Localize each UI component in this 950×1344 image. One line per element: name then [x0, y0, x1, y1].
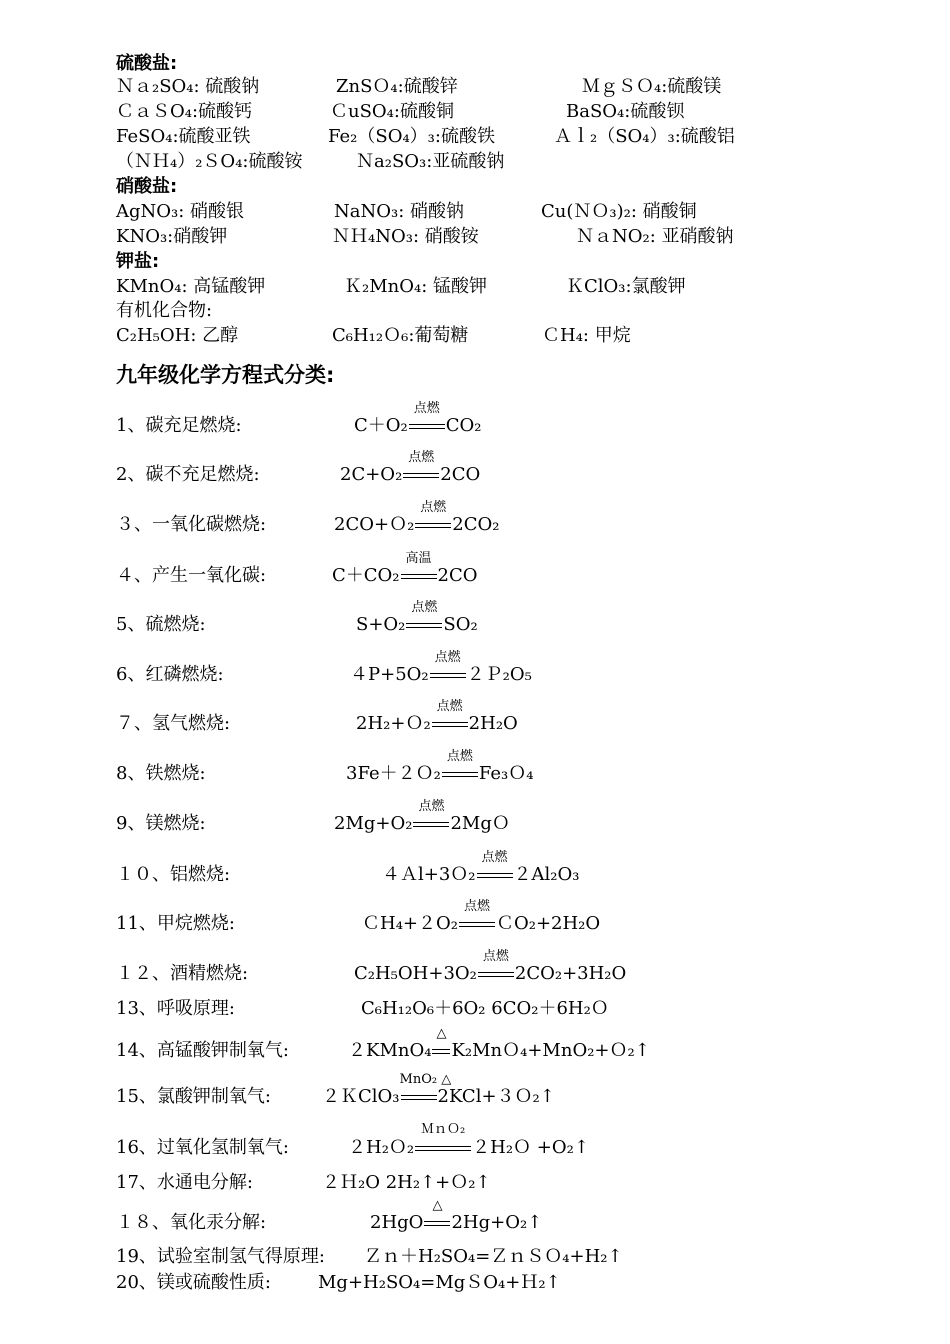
equation-products: ２H₂Ｏ +O₂↑ [472, 1137, 589, 1158]
double-line-arrow [415, 1146, 471, 1151]
equation [354, 949, 627, 985]
equation [322, 1072, 555, 1108]
condition-text: 点燃 [463, 899, 490, 914]
section-title-potassium: 钾盐: [116, 251, 160, 272]
salt-item: ＮＨ₄NO₃: 硝酸铵 [332, 226, 479, 247]
equation-reactants: ２Ｈ₂O [322, 1172, 380, 1193]
equation-products: 2Hg+O₂↑ [451, 1212, 543, 1233]
equation-label: ３、一氧化碳燃烧: [116, 514, 267, 535]
condition-text: 点燃 [418, 799, 445, 814]
reaction-condition [477, 949, 515, 985]
reaction-condition [400, 551, 438, 587]
reaction-condition [408, 401, 446, 437]
equation-label: 14、高锰酸钾制氧气: [116, 1040, 289, 1061]
double-line-arrow [432, 722, 468, 727]
equation [354, 401, 482, 437]
salt-item: Ｋ₂MnO₄: 锰酸钾 [344, 276, 487, 297]
salt-item: （ＮＨ₄）₂ＳO₄:硫酸铵 [116, 151, 303, 172]
equation-label: １８、氧化汞分解: [116, 1212, 267, 1233]
double-line-arrow [432, 1049, 450, 1054]
equation [370, 1198, 543, 1234]
salt-item: ＮａNO₂: 亚硝酸钠 [576, 226, 734, 247]
equation-label: 6、红磷燃烧: [116, 664, 224, 685]
equation-reactants: 2CO+Ｏ₂ [334, 514, 415, 535]
equation-products: ＣO₂+2H₂O [495, 913, 601, 934]
salt-item: KMnO₄: 高锰酸钾 [116, 276, 266, 297]
equation [334, 799, 510, 835]
equation-label: 15、氯酸钾制氧气: [116, 1086, 271, 1107]
page-title: 九年级化学方程式分类: [116, 363, 335, 387]
salt-item: KNO₃:硝酸钾 [116, 226, 228, 247]
double-line-arrow [401, 574, 437, 579]
salt-item: FeSO₄:硫酸亚铁 [116, 126, 251, 147]
double-line-arrow [478, 972, 514, 977]
double-line-arrow [430, 673, 466, 678]
condition-text: 点燃 [481, 850, 508, 865]
equation [356, 699, 518, 735]
double-line-arrow [477, 873, 513, 878]
equation-label: 5、硫燃烧: [116, 614, 206, 635]
reaction-condition [431, 699, 469, 735]
equation-products: CO₂ [445, 415, 482, 436]
condition-text: 点燃 [434, 650, 461, 665]
reaction-condition [441, 749, 479, 785]
equation [361, 998, 609, 1020]
equation-products: 2MgＯ [450, 813, 510, 834]
equation-reactants: ２KMnO₄ [348, 1040, 432, 1061]
condition-text: 点燃 [420, 500, 447, 515]
condition-text: 点燃 [482, 949, 509, 964]
equation-label: 17、水通电分解: [116, 1172, 253, 1193]
salt-item: AgNO₃: 硝酸银 [116, 201, 245, 222]
equation-reactants: ＣH₄+２O₂ [362, 913, 458, 934]
equation-reactants: Mg+H₂SO₄=MgＳO₄+Ｈ₂↑ [318, 1272, 561, 1293]
equation [364, 1246, 623, 1268]
equation-label: 20、镁或硫酸性质: [116, 1272, 271, 1293]
double-line-arrow [409, 424, 445, 429]
equation-label: ７、氢气燃烧: [116, 713, 231, 734]
reaction-condition [402, 450, 440, 486]
equation-products: Fe₃Ｏ₄ [478, 763, 534, 784]
equation-reactants: 2C+O₂ [340, 464, 403, 485]
condition-text: 点燃 [436, 699, 463, 714]
equation-products: SO₂ [443, 614, 478, 635]
salt-item: ZnSＯ₄:硫酸锌 [336, 76, 458, 97]
equation-products: 2H₂↑+Ｏ₂↑ [385, 1172, 491, 1193]
reaction-condition [429, 650, 467, 686]
equation-reactants: ２ＫClO₃ [322, 1086, 400, 1107]
reaction-condition [431, 1026, 451, 1062]
equation-products: 2CO [440, 464, 481, 485]
salt-item: ＭｇＳＯ₄:硫酸镁 [582, 76, 722, 97]
salt-item: ＣuSO₄:硫酸铜 [330, 101, 454, 122]
equation-reactants: ４P+5O₂ [350, 664, 429, 685]
reaction-condition [405, 600, 443, 636]
section-title-organic: 有机化合物: [116, 300, 213, 321]
equation-reactants: 2H₂+Ｏ₂ [356, 713, 431, 734]
equation [348, 1026, 650, 1062]
equation-products: 6CO₂＋6H₂Ｏ [491, 998, 609, 1019]
section-title-nitrates: 硝酸盐: [116, 176, 178, 197]
condition-text: 高温 [405, 551, 432, 566]
salt-item: ＣH₄: 甲烷 [542, 325, 631, 346]
equation [346, 749, 534, 785]
equation [340, 450, 481, 486]
equation-label: 9、镁燃烧: [116, 813, 206, 834]
equation [322, 1172, 491, 1194]
equation-reactants: 2Mg+O₂ [334, 813, 413, 834]
salt-item: C₆H₁₂Ｏ₆:葡萄糖 [332, 325, 469, 346]
double-line-arrow [403, 473, 439, 478]
double-line-arrow [415, 523, 451, 528]
double-line-arrow [424, 1221, 450, 1226]
condition-text: △ [436, 1026, 447, 1041]
condition-text: 点燃 [413, 401, 440, 416]
equation-reactants: ４Ａl+3Ｏ₂ [382, 864, 476, 885]
condition-text: △ [432, 1198, 443, 1213]
double-line-arrow [406, 623, 442, 628]
equation-label: 11、甲烷燃烧: [116, 913, 235, 934]
salt-item: Ｎa₂SO₃:亚硫酸钠 [356, 151, 505, 172]
condition-text: 点燃 [446, 749, 473, 764]
equation-label: ４、产生一氧化碳: [116, 565, 267, 586]
equation-reactants: S+O₂ [356, 614, 406, 635]
condition-text: 点燃 [411, 600, 438, 615]
equation-label: 19、试验室制氢气得原理: [116, 1246, 325, 1267]
section-title-sulfates: 硫酸盐: [116, 53, 178, 74]
reaction-condition [414, 1122, 472, 1159]
equation-reactants: C＋CO₂ [332, 565, 400, 586]
equation-reactants: C₂H₅OH+3O₂ [354, 963, 477, 984]
equation [332, 551, 478, 587]
salt-item: BaSO₄:硫酸钡 [566, 101, 685, 122]
equation-products: ２Ｐ₂O₅ [466, 664, 532, 685]
salt-item: ＫClO₃:氯酸钾 [566, 276, 686, 297]
equation-reactants: 3Fe＋２Ｏ₂ [346, 763, 441, 784]
condition-text: 点燃 [408, 450, 435, 465]
equation [348, 1122, 589, 1159]
equation-products: K₂MnＯ₄+MnO₂+Ｏ₂↑ [451, 1040, 650, 1061]
reaction-condition [458, 899, 496, 935]
reaction-condition [399, 1072, 452, 1108]
double-line-arrow [401, 1095, 437, 1100]
equation [334, 500, 500, 536]
salt-item: ＣａＳO₄:硫酸钙 [116, 101, 253, 122]
equation-reactants: Ｚｎ＋H₂SO₄=ＺｎＳＯ₄+H₂↑ [364, 1246, 623, 1267]
equation-label: 16、过氧化氢制氧气: [116, 1137, 289, 1158]
equation-products: 2CO [437, 565, 478, 586]
double-line-arrow [459, 922, 495, 927]
condition-text: ＭｎＯ₂ [421, 1122, 466, 1137]
condition-text: MnO₂ △ [399, 1072, 452, 1087]
equation-label: 1、碳充足燃烧: [116, 415, 242, 436]
equation-label: 13、呼吸原理: [116, 998, 235, 1019]
equation [350, 650, 532, 686]
salt-item: Cu(ＮＯ₃)₂: 硝酸铜 [541, 201, 697, 222]
equation-reactants: 2HgO [370, 1212, 424, 1233]
equation-products: ２Al₂O₃ [513, 864, 580, 885]
equation [362, 899, 601, 935]
equation-products: 2H₂O [468, 713, 518, 734]
equation-label: 8、铁燃烧: [116, 763, 206, 784]
equation-products: 2CO₂ [452, 514, 500, 535]
double-line-arrow [413, 822, 449, 827]
equation-products: 2CO₂+3H₂O [514, 963, 627, 984]
equation-products: 2KCl+３Ｏ₂↑ [437, 1086, 555, 1107]
salt-item: Ａｌ₂（SO₄）₃:硫酸铝 [554, 126, 735, 147]
equation-reactants: ２H₂Ｏ₂ [348, 1137, 415, 1158]
reaction-condition [414, 500, 452, 536]
reaction-condition [476, 850, 514, 886]
salt-item: Fe₂（SO₄）₃:硫酸铁 [328, 126, 495, 147]
equation-reactants: C₆H₁₂O₆＋6O₂ [361, 998, 486, 1019]
salt-item: Ｎａ₂SO₄: 硫酸钠 [116, 76, 260, 97]
salt-item: C₂H₅OH: 乙醇 [116, 325, 239, 346]
reaction-condition [412, 799, 450, 835]
equation-label: １０、铝燃烧: [116, 864, 231, 885]
reaction-condition [423, 1198, 451, 1234]
equation [356, 600, 478, 636]
salt-item: NaNO₃: 硝酸钠 [334, 201, 464, 222]
equation [382, 850, 580, 886]
equation-label: １２、酒精燃烧: [116, 963, 249, 984]
equation-reactants: C＋O₂ [354, 415, 408, 436]
equation-label: 2、碳不充足燃烧: [116, 464, 260, 485]
equation [318, 1272, 561, 1294]
double-line-arrow [442, 772, 478, 777]
